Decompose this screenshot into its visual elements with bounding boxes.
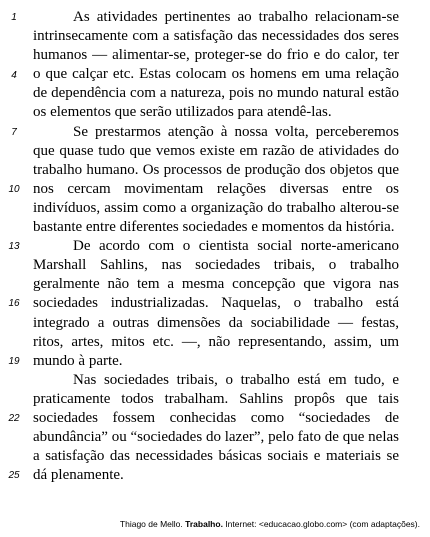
line-number: 22 <box>8 413 20 424</box>
source-rest: Internet: <educacao.globo.com> (com adaptações). <box>225 519 420 529</box>
source-title: Trabalho. <box>185 519 223 529</box>
line-number: 19 <box>8 356 20 367</box>
paragraph: De acordo com o cientista social norte-americano Marshall Sahlins, nas sociedades tribais, o trabalho geralmente não tem a mesma concepção que vigora nas sociedades industrializadas. Naquelas, o trabalho está integrado a outras dimensões da sociabilidade — festas, ritos, artes, mitos etc. —, não representando, assim, um mundo à parte. <box>33 238 399 369</box>
line-number: 4 <box>11 70 17 81</box>
line-number: 10 <box>8 184 20 195</box>
line-number: 1 <box>11 12 17 23</box>
paragraph: Nas sociedades tribais, o trabalho está em tudo, e praticamente todos trabalham. Sahlins propôs que tais sociedades fossem conhecidas como “sociedades de abundância” ou “sociedades do lazer”, pelo fato de que nelas a satisfação das necessidades básicas sociais e materiais se dá plenamente. <box>33 371 399 484</box>
line-number: 25 <box>8 470 20 481</box>
paragraph: Se prestarmos atenção à nossa volta, perceberemos que quase tudo que vemos existe em razão de atividades do trabalho humano. Os processos de produção dos objetos que nos cercam movimentam relações diversas entre os indivíduos, assim como a organização do trabalho alterou-se bastante entre diferentes sociedades e momentos da história. <box>33 123 399 236</box>
line-number: 7 <box>11 127 17 138</box>
paragraph: As atividades pertinentes ao trabalho relacionam-se intrinsecamente com a satisfação das necessidades dos seres humanos — alimentar-se, proteger-se do frio e do calor, ter o que calçar etc. Estas colocam os homens em uma relação de dependência com a natureza, pois no mundo natural estão os elementos que serão utilizados para atendê-las. <box>33 9 399 121</box>
line-number: 13 <box>8 241 20 252</box>
source-author: Thiago de Mello. <box>119 519 183 529</box>
text-body <box>33 8 399 485</box>
line-number: 16 <box>8 298 20 309</box>
source-citation <box>120 519 420 529</box>
